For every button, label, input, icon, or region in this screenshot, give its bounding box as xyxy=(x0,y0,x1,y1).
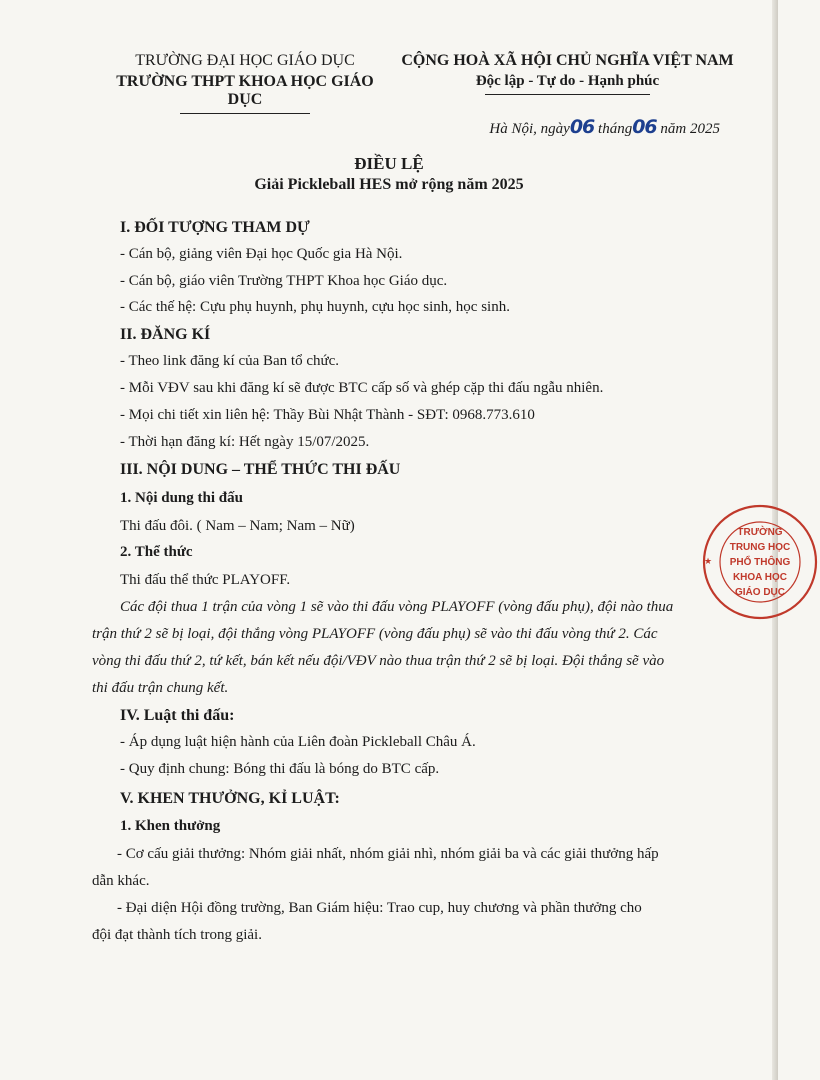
org-underline xyxy=(180,113,310,114)
date-month-word: tháng xyxy=(594,121,633,137)
section-1-heading: I. ĐỐI TƯỢNG THAM DỰ xyxy=(120,219,310,236)
stamp-center-line: TRUNG HỌC xyxy=(729,542,791,553)
section-2-heading: II. ĐĂNG KÍ xyxy=(120,326,211,343)
section-2-item: - Mọi chi tiết xin liên hệ: Thầy Bùi Nhật Thành - SĐT: 0968.773.610 xyxy=(120,407,535,423)
section-4-item: - Quy định chung: Bóng thi đấu là bóng do BTC cấp. xyxy=(120,761,440,777)
section-3-italic-line: thi đấu trận chung kết. xyxy=(92,680,229,696)
stamp-center-line: GIÁO DỤC xyxy=(735,587,785,598)
header-organization xyxy=(100,52,390,114)
org-name: TRƯỜNG THPT KHOA HỌC GIÁO DỤC xyxy=(116,73,374,108)
national-title: CỘNG HOÀ XÃ HỘI CHỦ NGHĨA VIỆT NAM xyxy=(401,52,734,69)
document-title: ĐIỀU LỆ xyxy=(354,154,424,173)
stamp-center-line: PHỔ THÔNG xyxy=(729,557,791,568)
stamp-star-icon: ★ xyxy=(704,556,713,566)
national-motto: Độc lập - Tự do - Hạnh phúc xyxy=(475,73,660,89)
section-5-heading: V. KHEN THƯỞNG, KỈ LUẬT: xyxy=(120,790,340,807)
section-3-heading: III. NỘI DUNG – THỂ THỨC THI ĐẤU xyxy=(120,461,401,478)
section-3-sub-1-text: Thi đấu đôi. ( Nam – Nam; Nam – Nữ) xyxy=(120,518,355,534)
date-prefix: Hà Nội, ngày xyxy=(489,121,570,137)
school-seal-stamp xyxy=(700,502,820,622)
date-line xyxy=(489,116,720,138)
date-month-handwritten: 06 xyxy=(632,116,657,138)
section-1-item: - Các thế hệ: Cựu phụ huynh, phụ huynh, cựu học sinh, học sinh. xyxy=(120,299,510,315)
section-5-line: dẫn khác. xyxy=(92,873,150,889)
section-2-item: - Theo link đăng kí của Ban tổ chức. xyxy=(120,353,340,369)
document-subtitle: Giải Pickleball HES mở rộng năm 2025 xyxy=(254,176,524,193)
section-5-line: - Cơ cấu giải thưởng: Nhóm giải nhất, nhóm giải nhì, nhóm giải ba và các giải thưởng hấp xyxy=(117,846,659,862)
date-day-handwritten: 06 xyxy=(569,116,595,138)
section-3-sub-1: 1. Nội dung thi đấu xyxy=(120,490,243,506)
section-2-item: - Thời hạn đăng kí: Hết ngày 15/07/2025. xyxy=(120,434,370,450)
header-national xyxy=(400,52,735,95)
section-3-sub-2: 2. Thể thức xyxy=(120,544,193,560)
section-1-item: - Cán bộ, giáo viên Trường THPT Khoa học Giáo dục. xyxy=(120,273,448,289)
section-5-line: đội đạt thành tích trong giải. xyxy=(92,927,262,943)
date-year: năm 2025 xyxy=(656,121,720,137)
section-3-italic-line: trận thứ 2 sẽ bị loại, đội thắng vòng PLAYOFF (vòng đấu phụ) sẽ vào thi đấu vòng thứ 2. Các xyxy=(92,626,658,642)
section-5-line: - Đại diện Hội đồng trường, Ban Giám hiệu: Trao cup, huy chương và phần thưởng cho xyxy=(117,900,642,916)
section-5-sub-1: 1. Khen thưởng xyxy=(120,818,221,834)
org-parent: TRƯỜNG ĐẠI HỌC GIÁO DỤC xyxy=(135,52,355,69)
stamp-center-line: TRƯỜNG xyxy=(737,527,783,538)
section-3-sub-2-text: Thi đấu thể thức PLAYOFF. xyxy=(120,572,291,588)
section-4-heading: IV. Luật thi đấu: xyxy=(120,707,235,724)
stamp-center-line: KHOA HỌC xyxy=(732,572,788,583)
section-3-italic-line: Các đội thua 1 trận của vòng 1 sẽ vào thi đấu vòng PLAYOFF (vòng đấu phụ), đội nào thua xyxy=(120,599,674,615)
section-1-item: - Cán bộ, giảng viên Đại học Quốc gia Hà Nội. xyxy=(120,246,403,262)
section-3-italic-line: vòng thi đấu thứ 2, tứ kết, bán kết nếu đội/VĐV nào thua trận thứ 2 sẽ bị loại. Đội thắng sẽ vào xyxy=(92,653,665,669)
section-2-item: - Mỗi VĐV sau khi đăng kí sẽ được BTC cấp số và ghép cặp thi đấu ngẫu nhiên. xyxy=(120,380,604,396)
motto-underline xyxy=(485,94,650,95)
section-4-item: - Áp dụng luật hiện hành của Liên đoàn Pickleball Châu Á. xyxy=(120,734,476,750)
